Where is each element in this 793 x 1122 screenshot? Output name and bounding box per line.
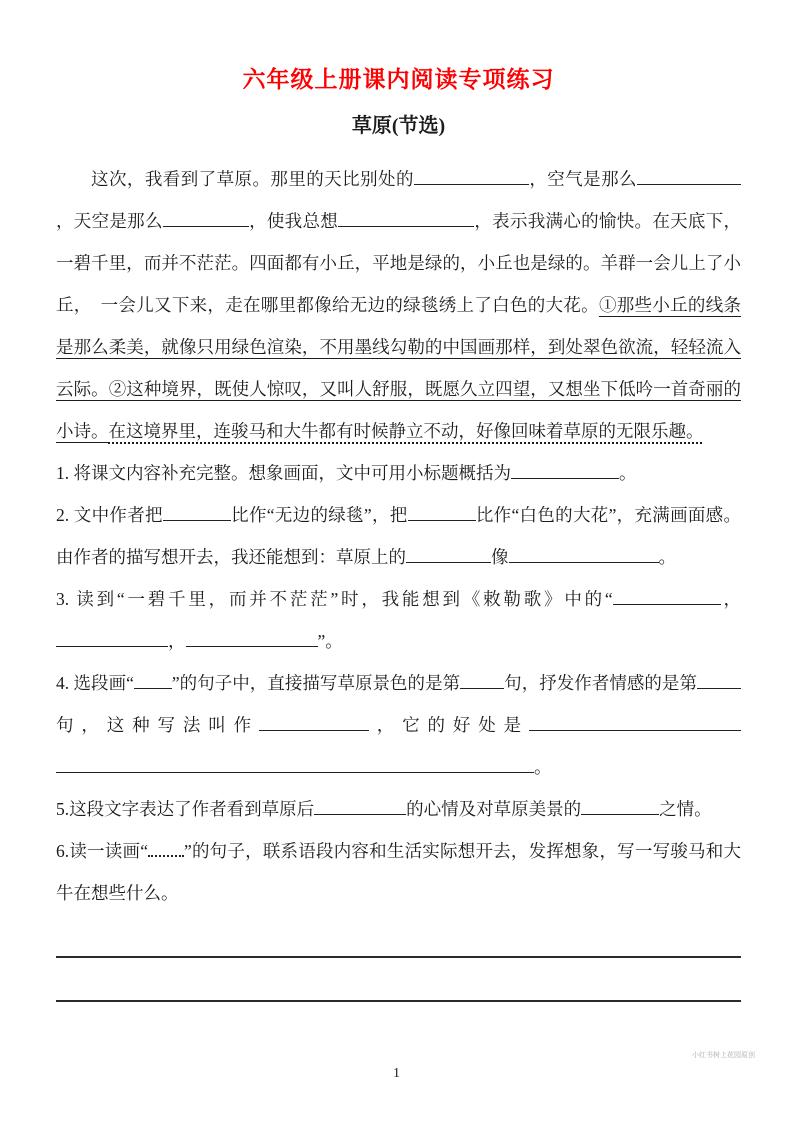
fill-in-blank bbox=[134, 670, 172, 689]
text-run: ”的句子中，直接描写草原景色的是第 bbox=[171, 673, 461, 693]
fill-in-blank bbox=[637, 166, 741, 185]
fill-in-blank bbox=[414, 166, 529, 185]
question-list bbox=[56, 452, 741, 914]
text-run: ，天空是那么 bbox=[56, 211, 163, 231]
fill-in-blank bbox=[259, 712, 369, 731]
fill-in-blank bbox=[408, 502, 476, 521]
text-run: 4. 选段画“ bbox=[56, 673, 134, 693]
text-run: 。 bbox=[534, 757, 552, 777]
answer-line bbox=[56, 958, 741, 1002]
question-item bbox=[56, 494, 741, 578]
fill-in-blank bbox=[406, 544, 491, 563]
question-item bbox=[56, 452, 741, 494]
fill-in-blank bbox=[163, 502, 231, 521]
text-run: ”的句子，联系语段内容和生活实际想开去，发挥想象，写一写骏马和大牛在想些什么。 bbox=[56, 841, 741, 903]
text-run: 句，这种写法叫作 bbox=[56, 715, 259, 735]
question-item bbox=[56, 578, 741, 662]
fill-in-blank bbox=[581, 796, 659, 815]
text-run: 这次，我看到了草原。那里的天比别处的 bbox=[91, 169, 414, 189]
passage-underline-solid: ①那些小丘的线条是那么柔美，就像只用绿色渲染，不用墨线勾勒的中国画那样，到处翠色欲流，轻轻流入云际。②这种境界，既使人惊叹，又叫人舒服，既愿久立四望，又想坐下低吟一首奇丽的小诗。 bbox=[56, 295, 742, 441]
question-item bbox=[56, 788, 741, 830]
fill-in-blank bbox=[56, 754, 534, 773]
passage-title: 草原(节选) bbox=[351, 115, 446, 137]
text-run: ， bbox=[168, 631, 186, 651]
text-run: 句，抒发作者情感的是第 bbox=[504, 673, 697, 693]
passage-underline-dotted: 在这境界里，连骏马和大牛都有时候静立不动，好像回味着草原的无限乐趣。 bbox=[108, 421, 704, 441]
fill-in-blank bbox=[460, 670, 504, 689]
text-run: 1. 将课文内容补充完整。想象画面，文中可用小标题概括为 bbox=[56, 463, 511, 483]
fill-in-blank bbox=[163, 208, 249, 227]
text-run: ，使我总想 bbox=[248, 211, 339, 231]
question-item bbox=[56, 830, 741, 914]
text-run: ”。 bbox=[317, 631, 343, 651]
answer-lines bbox=[56, 914, 741, 1002]
page-number: 1 bbox=[393, 1066, 400, 1081]
fill-in-blank bbox=[697, 670, 741, 689]
page-title: 六年级上册课内阅读专项练习 bbox=[242, 67, 555, 92]
text-run: 6.读一读画“ bbox=[56, 841, 148, 861]
text-run: ，表示我满心的愉快。在天底下，一碧千里，而并不茫茫。四面都有小丘，平地是绿的，小丘也是绿的。羊群一会儿上了小丘， 一会儿又下来，走在哪里都像给无边的绿毯绣上了白色的大花。 bbox=[56, 211, 742, 315]
fill-in-blank bbox=[529, 712, 741, 731]
text-run: ，空气是那么 bbox=[528, 169, 638, 189]
watermark: 小红书树上花园原创 bbox=[692, 1051, 755, 1059]
text-run: 。 bbox=[619, 463, 637, 483]
fill-in-blank bbox=[338, 208, 474, 227]
question-item bbox=[56, 662, 741, 788]
text-run: 。 bbox=[658, 547, 676, 567]
text-run: ， bbox=[720, 589, 742, 609]
wavy-line-mark bbox=[148, 845, 184, 857]
answer-line bbox=[56, 914, 741, 958]
text-run: 5.这段文字表达了作者看到草原后 bbox=[56, 799, 315, 819]
text-run: 像 bbox=[491, 547, 509, 567]
text-run: 2. 文中作者把 bbox=[56, 505, 163, 525]
text-run: 3. 读到“一碧千里，而并不茫茫”时，我能想到《敕勒歌》中的“ bbox=[56, 589, 613, 609]
fill-in-blank bbox=[613, 586, 721, 605]
fill-in-blank bbox=[186, 628, 318, 647]
text-run: 之情。 bbox=[659, 799, 712, 819]
fill-in-blank bbox=[56, 628, 168, 647]
fill-in-blank bbox=[314, 796, 406, 815]
passage-text bbox=[56, 158, 741, 452]
text-run: 比作“无边的绿毯”，把 bbox=[230, 505, 408, 525]
text-run: 比作“白色的大花”，充满画面感。由作者的描写想开去，我还能想到：草原上的 bbox=[56, 505, 741, 567]
text-run: ，它的好处是 bbox=[368, 715, 530, 735]
fill-in-blank bbox=[509, 544, 659, 563]
text-run: 的心情及对草原美景的 bbox=[406, 799, 582, 819]
fill-in-blank bbox=[511, 460, 619, 479]
